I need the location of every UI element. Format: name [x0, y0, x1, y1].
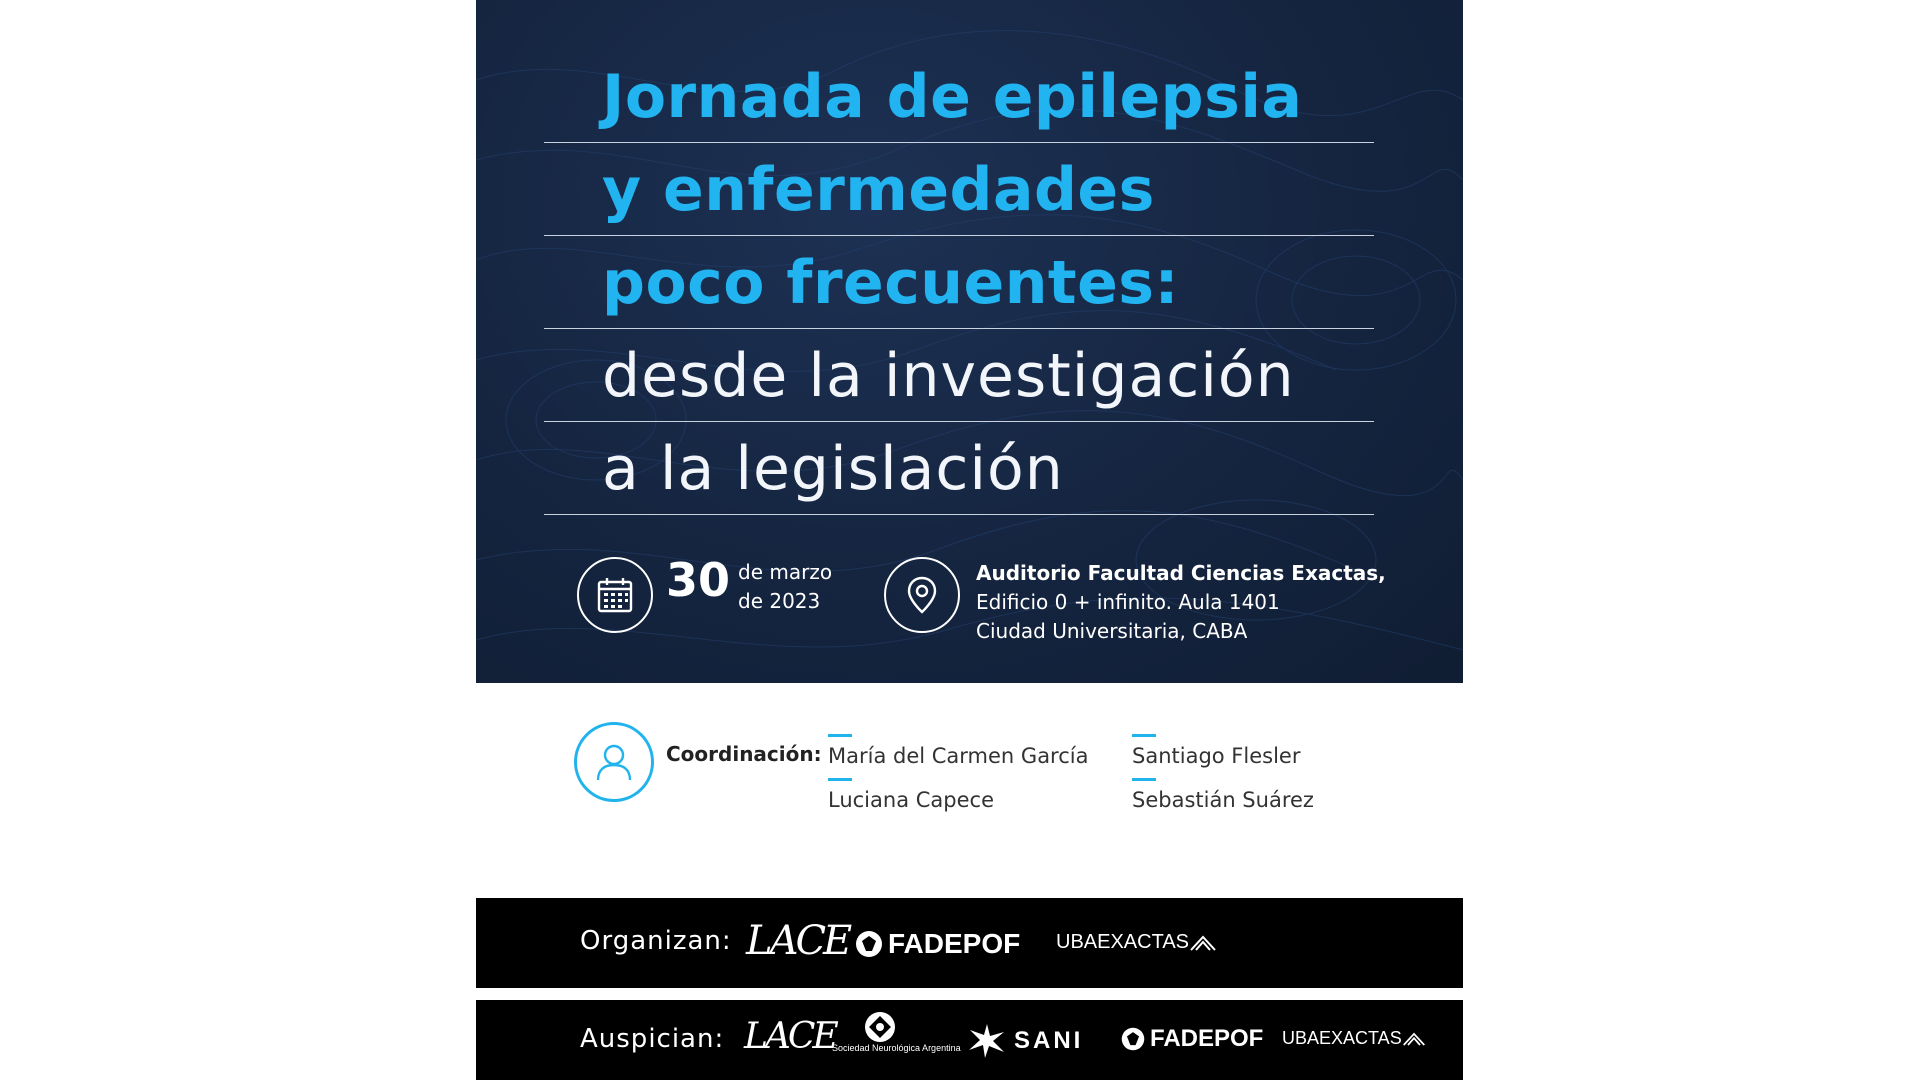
calendar-icon: [577, 557, 653, 633]
date-year: de 2023: [738, 589, 821, 613]
name-dash: [828, 734, 852, 737]
sani-logo: [966, 1022, 1083, 1060]
venue-line-3: Ciudad Universitaria, CABA: [976, 619, 1248, 643]
uba-wave-icon: [1402, 1031, 1426, 1047]
fadepof-emblem-icon: [1120, 1026, 1146, 1052]
coordinator-name: Luciana Capece: [828, 788, 994, 812]
organizers-band: [476, 898, 1463, 988]
sponsors-band: [476, 1000, 1463, 1080]
name-dash: [828, 778, 852, 781]
lace-logo-text: LACE: [744, 1016, 836, 1057]
venue-line-2: Edificio 0 + infinito. Aula 1401: [976, 590, 1280, 614]
name-dash: [1132, 778, 1156, 781]
title-line-5: [544, 422, 1374, 515]
sociedad-neurologica-logo: [832, 1010, 961, 1053]
uba-exactas-logo: [1056, 931, 1217, 954]
date-day: 30: [666, 553, 731, 607]
sani-emblem-icon: [966, 1022, 1008, 1060]
name-dash: [1132, 734, 1156, 737]
fadepof-logo: [854, 928, 1020, 960]
coordinator-name: María del Carmen García: [828, 744, 1089, 768]
coordination-label: Coordinación:: [666, 742, 822, 766]
uba-exactas-logo-text: UBAEXACTAS: [1056, 931, 1189, 953]
uba-exactas-logo-text: UBAEXACTAS: [1282, 1028, 1402, 1048]
title-text-4: desde la investigación: [602, 341, 1295, 411]
lace-logo: [744, 1016, 836, 1057]
hero-section: [476, 0, 1463, 683]
venue-line-1: Auditorio Facultad Ciencias Exactas,: [976, 561, 1386, 585]
title-line-2: [544, 143, 1374, 236]
coordinator-name: Santiago Flesler: [1132, 744, 1301, 768]
lace-logo: [746, 918, 849, 964]
fadepof-logo-text: FADEPOF: [1150, 1025, 1264, 1052]
fadepof-logo-text: FADEPOF: [888, 928, 1021, 959]
title-line-4: [544, 329, 1374, 422]
title-text-3: poco frecuentes:: [602, 248, 1180, 318]
location-pin-icon: [884, 557, 960, 633]
title-text-1: Jornada de epilepsia: [602, 62, 1303, 132]
title-text-2: y enfermedades: [602, 155, 1155, 225]
title-line-1: [544, 50, 1374, 143]
date-month: de marzo: [738, 560, 833, 584]
person-icon: [574, 722, 654, 802]
uba-wave-icon: [1189, 934, 1217, 952]
uba-exactas-logo: [1282, 1028, 1426, 1049]
sani-logo-text: SANI: [1014, 1027, 1084, 1054]
fadepof-emblem-icon: [854, 929, 884, 959]
event-poster: [476, 0, 1463, 1080]
lace-logo-text: LACE: [746, 918, 850, 964]
sociedad-neurologica-logo-text: Sociedad Neurológica Argentina: [832, 1043, 961, 1053]
title-line-3: [544, 236, 1374, 329]
title-text-5: a la legislación: [602, 434, 1064, 504]
neurology-emblem-icon: [863, 1010, 897, 1044]
sponsors-label: Auspician:: [580, 1024, 725, 1054]
organizers-label: Organizan:: [580, 926, 732, 956]
coordinator-name: Sebastián Suárez: [1132, 788, 1314, 812]
fadepof-logo: [1120, 1025, 1263, 1053]
